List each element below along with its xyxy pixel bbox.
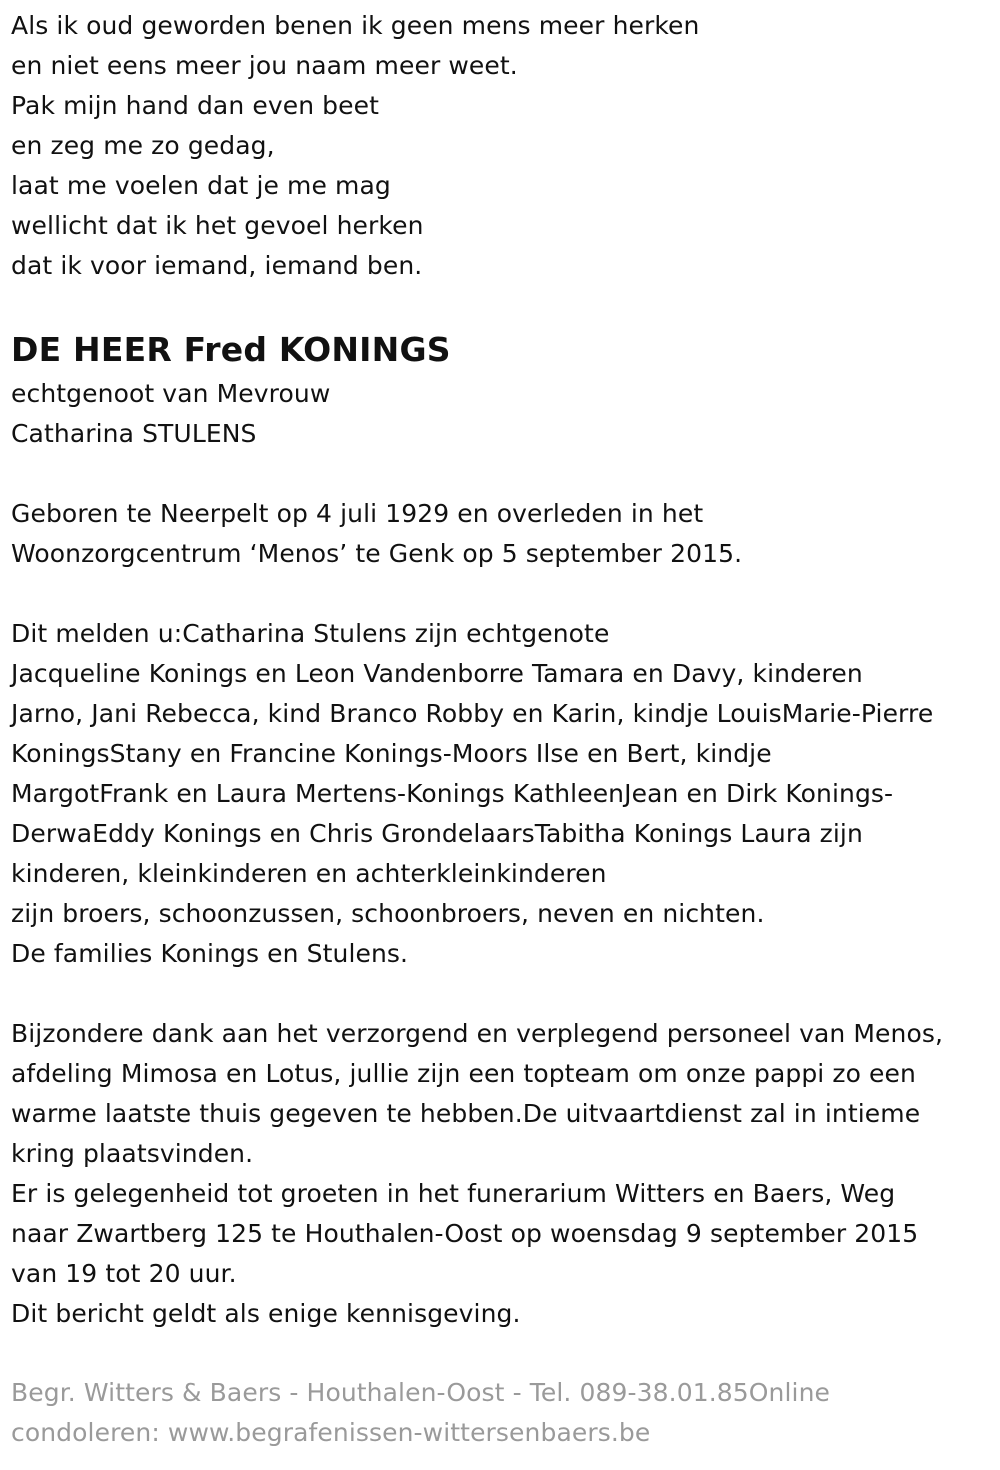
footer-line: Begr. Witters & Baers - Houthalen-Oost - Tel. 089-38.01.85Online	[11, 1378, 830, 1407]
poem-line: Pak mijn hand dan even beet	[11, 91, 380, 120]
poem-line: dat ik voor iemand, iemand ben.	[11, 251, 423, 280]
closing-line: Dit bericht geldt als enige kennisgeving.	[11, 1299, 521, 1328]
family-line: De families Konings en Stulens.	[11, 939, 409, 968]
closing-line: Er is gelegenheid tot groeten in het funerarium Witters en Baers, Weg	[11, 1179, 896, 1208]
poem-line: en niet eens meer jou naam meer weet.	[11, 51, 518, 80]
spouse-info	[11, 374, 996, 454]
family-line: Dit melden u:Catharina Stulens zijn echtgenote	[11, 619, 610, 648]
spacer	[11, 454, 996, 494]
birth-death-line: Woonzorgcentrum ‘Menos’ te Genk op 5 september 2015.	[11, 539, 743, 568]
birth-death-line: Geboren te Neerpelt op 4 juli 1929 en overleden in het	[11, 499, 704, 528]
poem	[11, 6, 996, 286]
deceased-name: DE HEER Fred KONINGS	[11, 330, 451, 369]
spacer	[11, 974, 996, 1014]
closing-line: kring plaatsvinden.	[11, 1139, 254, 1168]
closing-text	[11, 1014, 996, 1334]
family-announcement	[11, 614, 996, 974]
closing-line: Bijzondere dank aan het verzorgend en verplegend personeel van Menos,	[11, 1019, 944, 1048]
spouse-line: echtgenoot van Mevrouw	[11, 379, 331, 408]
closing-line: van 19 tot 20 uur.	[11, 1259, 237, 1288]
spacer	[11, 286, 996, 328]
spouse-line: Catharina STULENS	[11, 419, 257, 448]
family-line: zijn broers, schoonzussen, schoonbroers, neven en nichten.	[11, 899, 765, 928]
closing-line: naar Zwartberg 125 te Houthalen-Oost op woensdag 9 september 2015	[11, 1219, 919, 1248]
family-line: KoningsStany en Francine Konings-Moors Ilse en Bert, kindje	[11, 739, 772, 768]
birth-death-info	[11, 494, 996, 574]
poem-line: Als ik oud geworden benen ik geen mens meer herken	[11, 11, 700, 40]
family-line: Jacqueline Konings en Leon Vandenborre Tamara en Davy, kinderen	[11, 659, 863, 688]
footer-line: condoleren: www.begrafenissen-wittersenbaers.be	[11, 1418, 651, 1447]
poem-line: laat me voelen dat je me mag	[11, 171, 391, 200]
closing-line: afdeling Mimosa en Lotus, jullie zijn een topteam om onze pappi zo een	[11, 1059, 916, 1088]
family-line: Jarno, Jani Rebecca, kind Branco Robby en Karin, kindje LouisMarie-Pierre	[11, 699, 934, 728]
family-line: DerwaEddy Konings en Chris GrondelaarsTabitha Konings Laura zijn	[11, 819, 863, 848]
death-notice	[11, 6, 996, 1334]
closing-line: warme laatste thuis gegeven te hebben.De uitvaartdienst zal in intieme	[11, 1099, 921, 1128]
spacer	[11, 574, 996, 614]
poem-line: wellicht dat ik het gevoel herken	[11, 211, 424, 240]
family-line: MargotFrank en Laura Mertens-Konings KathleenJean en Dirk Konings-	[11, 779, 894, 808]
family-line: kinderen, kleinkinderen en achterkleinkinderen	[11, 859, 607, 888]
funeral-home-footer	[11, 1373, 830, 1453]
poem-line: en zeg me zo gedag,	[11, 131, 275, 160]
